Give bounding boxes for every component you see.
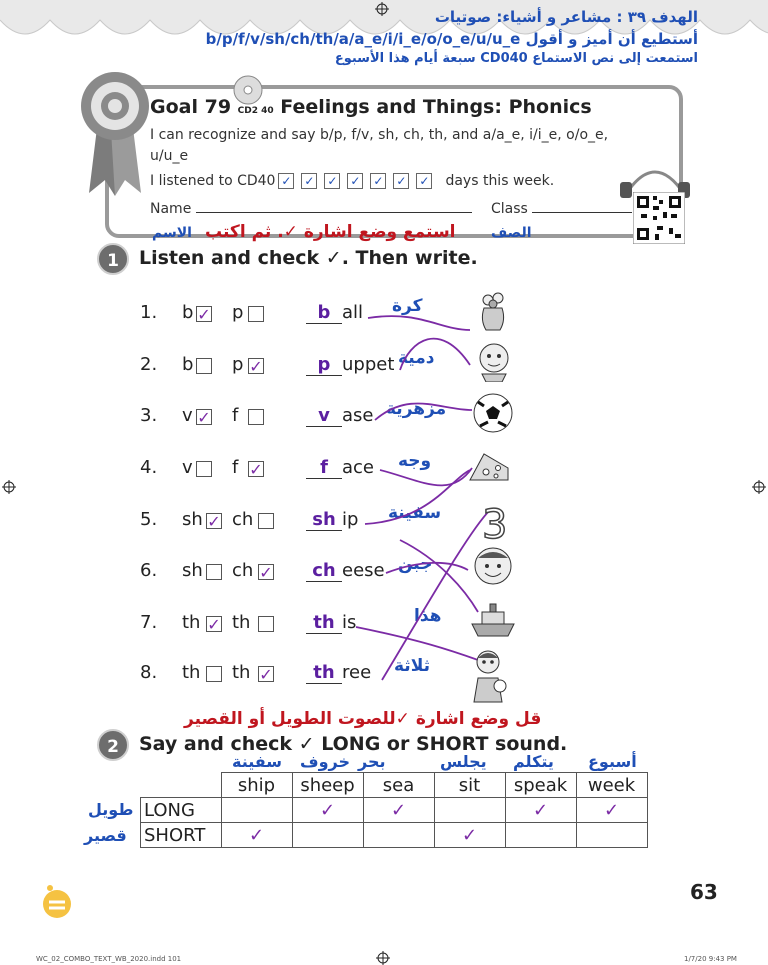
goal-number: Goal 79	[150, 96, 232, 118]
item-number: 7.	[140, 612, 158, 633]
exercise-row	[140, 612, 440, 640]
arabic-long: طويل	[88, 800, 134, 819]
name-label: Name	[150, 201, 192, 217]
option-a-label: b	[182, 354, 194, 375]
word-ending: is	[342, 612, 357, 633]
word-ending: ase	[342, 405, 374, 426]
option-b-checkbox[interactable]	[258, 513, 274, 529]
option-a-label: sh	[182, 560, 203, 581]
check-cell[interactable]: ✓	[221, 823, 292, 848]
arabic-instruction-1: استمع وضع اشارة ✓. ثم اكتب	[205, 222, 456, 242]
arabic-translation: سفينة	[388, 503, 442, 523]
section-1-title: Listen and check ✓. Then write.	[139, 247, 478, 269]
item-number: 8.	[140, 662, 158, 683]
check-cell[interactable]	[292, 823, 363, 848]
option-b-checkbox[interactable]: ✓	[249, 357, 263, 376]
letter-blank[interactable]: f	[306, 457, 342, 479]
option-a-label: v	[182, 405, 193, 426]
option-b-checkbox[interactable]: ✓	[259, 563, 273, 582]
arabic-translation: وجه	[398, 451, 432, 471]
letter-blank[interactable]: th	[306, 612, 342, 634]
ball-picture	[470, 392, 516, 434]
word-ending: all	[342, 302, 364, 323]
long-short-table	[140, 772, 648, 848]
option-b-label: f	[232, 457, 239, 478]
item-number: 2.	[140, 354, 158, 375]
page-number: 63	[690, 880, 718, 904]
face-picture	[470, 546, 516, 588]
exercise-row	[140, 354, 440, 382]
option-b-label: ch	[232, 560, 254, 581]
arabic-translation: هذا	[414, 606, 442, 626]
arabic-translation: ثلاثة	[394, 656, 430, 676]
letter-blank[interactable]: v	[306, 405, 342, 427]
class-blank	[532, 212, 632, 213]
column-header: ship	[221, 773, 292, 798]
can-statement-line2: u/u_e	[150, 148, 189, 164]
column-header: week	[576, 773, 647, 798]
check-cell[interactable]: ✓	[363, 798, 434, 823]
table-row	[141, 823, 648, 848]
check-cell[interactable]: ✓	[434, 823, 505, 848]
option-b-checkbox[interactable]	[258, 616, 274, 632]
row-label: LONG	[141, 798, 222, 823]
check-cell[interactable]	[505, 823, 576, 848]
listened-suffix: days this week.	[445, 173, 555, 189]
listen-day-checkbox[interactable]: ✓	[370, 173, 386, 189]
column-header: sit	[434, 773, 505, 798]
check-cell[interactable]	[221, 798, 292, 823]
exercise-row	[140, 560, 440, 588]
word-ending: ip	[342, 509, 359, 530]
word-completion	[306, 405, 373, 427]
option-b-label: ch	[232, 509, 254, 530]
listen-day-checkbox[interactable]: ✓	[301, 173, 317, 189]
option-b-checkbox[interactable]	[248, 409, 264, 425]
svg-text:3: 3	[482, 502, 508, 542]
option-a-label: sh	[182, 509, 203, 530]
option-b-label: p	[232, 302, 244, 323]
option-a-checkbox[interactable]	[196, 461, 212, 477]
letter-blank[interactable]: sh	[306, 509, 342, 531]
cd-label: CD2 40	[237, 106, 274, 116]
rosette-badge-icon	[75, 68, 155, 198]
goal-heading	[150, 96, 592, 118]
option-a-checkbox[interactable]: ✓	[197, 305, 211, 324]
name-blank	[196, 212, 472, 213]
arabic-translation: جبن	[398, 554, 433, 574]
arabic-short: قصير	[84, 826, 127, 845]
ship-picture	[470, 598, 516, 640]
option-a-checkbox[interactable]: ✓	[207, 512, 221, 531]
word-completion	[306, 457, 374, 479]
exercise-row	[140, 457, 440, 485]
option-b-checkbox[interactable]: ✓	[259, 665, 273, 684]
word-completion	[306, 662, 371, 684]
option-a-checkbox[interactable]	[196, 358, 212, 374]
name-field[interactable]	[150, 201, 472, 217]
arabic-column-word: يتكلم	[513, 752, 554, 771]
option-a-label: th	[182, 662, 201, 683]
option-a-checkbox[interactable]: ✓	[197, 408, 211, 427]
check-cell[interactable]: ✓	[505, 798, 576, 823]
arabic-translation: كرة	[392, 296, 423, 316]
option-a-label: b	[182, 302, 194, 323]
registration-mark-icon	[752, 480, 766, 494]
cheese-picture	[466, 446, 512, 488]
class-label: Class	[491, 201, 528, 217]
item-number: 4.	[140, 457, 158, 478]
arabic-class: الصف	[491, 225, 532, 241]
row-label: SHORT	[141, 823, 222, 848]
registration-mark-icon	[375, 2, 389, 16]
option-b-label: th	[232, 612, 251, 633]
table-header-row	[141, 773, 648, 798]
word-completion	[306, 302, 363, 324]
arabic-listening: استمعت إلى نص الاستماع CD040 سبعة أيام هذا الأسبوع	[334, 51, 698, 66]
check-cell[interactable]	[434, 798, 505, 823]
option-b-label: th	[232, 662, 251, 683]
item-number: 3.	[140, 405, 158, 426]
letter-blank[interactable]: p	[306, 354, 342, 376]
arabic-instruction-2: قل وضع اشارة ✓للصوت الطويل أو القصير	[184, 709, 542, 729]
arabic-column-word: بحر	[358, 752, 386, 771]
section-2-badge: 2	[97, 729, 129, 761]
publisher-logo-icon	[40, 882, 74, 920]
word-ending: eese	[342, 560, 385, 581]
word-completion	[306, 354, 394, 376]
listen-day-checkbox[interactable]: ✓	[416, 173, 432, 189]
footer-file: WC_02_COMBO_TEXT_WB_2020.indd 101	[36, 955, 182, 963]
check-cell[interactable]	[576, 823, 647, 848]
check-cell[interactable]: ✓	[576, 798, 647, 823]
word-ending: ace	[342, 457, 375, 478]
arabic-column-word: أسبوع	[588, 752, 637, 771]
listen-day-checkbox[interactable]: ✓	[393, 173, 409, 189]
man-picture	[466, 648, 512, 704]
goal-title: Feelings and Things: Phonics	[280, 96, 592, 118]
registration-mark-icon	[2, 480, 16, 494]
arabic-objective: أستطيع أن أميز و أقول b/p/f/v/sh/ch/th/a/a_e/i/i_e/o/o_e/u/u_e	[205, 30, 698, 48]
arabic-goal: الهدف ٣٩ : مشاعر و أشياء: صوتيات	[434, 8, 698, 26]
section-2-title: Say and check ✓ LONG or SHORT sound.	[139, 733, 568, 755]
letter-blank[interactable]: th	[306, 662, 342, 684]
three-picture	[474, 500, 520, 542]
listen-day-checkbox[interactable]: ✓	[324, 173, 340, 189]
can-statement-line1: I can recognize and say b/p, f/v, sh, ch, th, and a/a_e, i/i_e, o/o_e,	[150, 127, 609, 143]
arabic-translation: مزهرية	[386, 399, 447, 419]
puppet-picture	[472, 340, 518, 382]
qr-code-icon	[633, 192, 685, 244]
check-cell[interactable]	[363, 823, 434, 848]
arabic-column-word: خروف	[300, 752, 351, 771]
word-ending: uppet	[342, 354, 395, 375]
word-completion	[306, 612, 356, 634]
item-number: 6.	[140, 560, 158, 581]
word-completion	[306, 509, 358, 531]
option-a-label: v	[182, 457, 193, 478]
item-number: 1.	[140, 302, 158, 323]
option-b-label: p	[232, 354, 244, 375]
arabic-column-word: يجلس	[440, 752, 487, 771]
option-a-checkbox[interactable]	[206, 666, 222, 682]
option-b-checkbox[interactable]	[248, 306, 264, 322]
option-a-checkbox[interactable]	[206, 564, 222, 580]
arabic-translation: دمية	[398, 348, 435, 368]
option-a-checkbox[interactable]: ✓	[207, 615, 221, 634]
option-a-label: th	[182, 612, 201, 633]
word-ending: ree	[342, 662, 372, 683]
registration-mark-icon	[376, 951, 390, 965]
table-row	[141, 798, 648, 823]
section-1-badge: 1	[97, 243, 129, 275]
word-completion	[306, 560, 385, 582]
check-cell[interactable]: ✓	[292, 798, 363, 823]
footer-date: 1/7/20 9:43 PM	[684, 955, 737, 963]
listened-line	[150, 173, 554, 189]
arabic-column-word: سفينة	[232, 752, 283, 771]
item-number: 5.	[140, 509, 158, 530]
letter-blank[interactable]: b	[306, 302, 342, 324]
vase-picture	[470, 290, 516, 332]
listened-prefix: I listened to CD40	[150, 173, 276, 189]
column-header: speak	[505, 773, 576, 798]
arabic-name: الاسم	[152, 225, 192, 241]
listen-day-checkbox[interactable]: ✓	[347, 173, 363, 189]
class-field[interactable]	[491, 201, 632, 217]
column-header: sea	[363, 773, 434, 798]
column-header: sheep	[292, 773, 363, 798]
letter-blank[interactable]: ch	[306, 560, 342, 582]
listen-day-checkbox[interactable]: ✓	[278, 173, 294, 189]
option-b-checkbox[interactable]: ✓	[249, 460, 263, 479]
option-b-label: f	[232, 405, 239, 426]
